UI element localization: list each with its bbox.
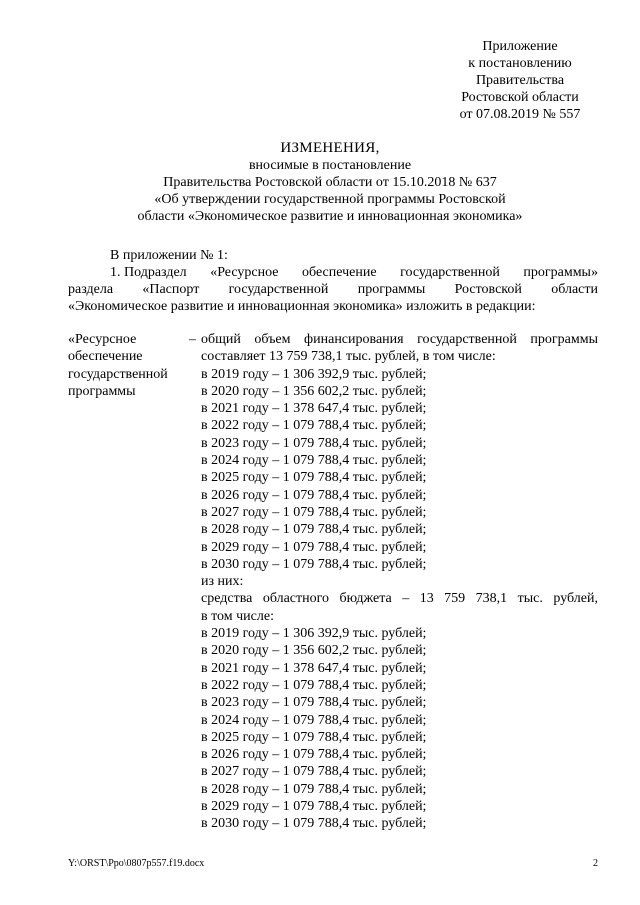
subtitle-line: Правительства Ростовской области от 15.10.2018 № 637 (163, 175, 497, 190)
paragraph-word: государственной (228, 282, 329, 297)
funding-line: в 2030 году – 1 079 788,4 тыс. рублей; (201, 816, 427, 832)
intro-paragraph-line-3: «Экономическое развитие и инновационная экономика» изложить в редакции: (68, 299, 536, 314)
funding-line: в 2027 году – 1 079 788,4 тыс. рублей; (201, 764, 427, 780)
paragraph-word: обеспечение (302, 265, 377, 280)
funding-line: в 2024 году – 1 079 788,4 тыс. рублей; (201, 712, 427, 728)
funding-line: в 2021 году – 1 378 647,4 тыс. рублей; (201, 401, 427, 417)
funding-line: в 2028 году – 1 079 788,4 тыс. рублей; (201, 781, 427, 797)
label-line: обеспечение (68, 349, 143, 365)
funding-line: общий объем финансирования государственной программы (201, 332, 598, 347)
funding-line: в 2030 году – 1 079 788,4 тыс. рублей; (201, 556, 427, 572)
funding-line: в 2026 году – 1 079 788,4 тыс. рублей; (201, 747, 427, 763)
subtitle-line: области «Экономическое развитие и инновационная экономика» (137, 209, 523, 224)
funding-line: в 2023 году – 1 079 788,4 тыс. рублей; (201, 435, 427, 451)
intro-appendix-line: В приложении № 1: (110, 248, 228, 263)
appendix-line: Приложение (482, 39, 558, 54)
funding-details (201, 331, 598, 833)
funding-line: в 2028 году – 1 079 788,4 тыс. рублей; (201, 522, 427, 538)
paragraph-word: Ростовской (454, 282, 522, 297)
label-line: государственной (68, 366, 168, 382)
funding-line: в 2021 году – 1 378 647,4 тыс. рублей; (201, 660, 427, 676)
resource-provision-label (68, 331, 186, 400)
intro-paragraph-line-2 (68, 281, 598, 298)
appendix-stamp (420, 38, 620, 123)
changes-title-block (60, 140, 600, 225)
funding-line: в 2024 году – 1 079 788,4 тыс. рублей; (201, 453, 427, 469)
funding-line: в 2025 году – 1 079 788,4 тыс. рублей; (201, 729, 427, 745)
label-line: программы (68, 383, 136, 399)
funding-line: в 2022 году – 1 079 788,4 тыс. рублей; (201, 418, 427, 434)
intro-section (68, 247, 598, 315)
subtitle-line: «Об утверждении государственной программы Ростовской (154, 192, 506, 207)
appendix-line: от 07.08.2019 № 557 (459, 107, 581, 122)
funding-line: средства областного бюджета – 13 759 738,1 тыс. рублей, (201, 591, 598, 607)
changes-heading: ИЗМЕНЕНИЯ, (280, 140, 380, 156)
page-number: 2 (593, 858, 598, 869)
funding-line: в 2020 году – 1 356 602,2 тыс. рублей; (201, 383, 427, 399)
funding-line: из них: (201, 574, 244, 590)
funding-line: в 2019 году – 1 306 392,9 тыс. рублей; (201, 366, 427, 382)
funding-line: в 2027 году – 1 079 788,4 тыс. рублей; (201, 504, 427, 520)
appendix-line: Правительства (475, 73, 565, 88)
funding-line: в 2023 году – 1 079 788,4 тыс. рублей; (201, 695, 427, 711)
funding-line: в 2025 году – 1 079 788,4 тыс. рублей; (201, 470, 427, 486)
paragraph-word: государственной (400, 265, 500, 280)
funding-line: в 2020 году – 1 356 602,2 тыс. рублей; (201, 643, 427, 659)
funding-line: составляет 13 759 738,1 тыс. рублей, в том числе: (201, 349, 496, 365)
paragraph-word: 1. Подраздел (110, 265, 187, 280)
paragraph-word: «Ресурсное (210, 265, 279, 280)
paragraph-word: области (551, 282, 598, 297)
appendix-line: к постановлению (468, 56, 572, 71)
intro-paragraph-line-1 (68, 264, 598, 281)
appendix-line: Ростовской области (461, 90, 579, 105)
subtitle-line: вносимые в постановление (248, 158, 412, 173)
paragraph-word: программы (357, 282, 426, 297)
paragraph-word: программы» (523, 265, 598, 280)
file-path: Y:\ORST\Ppo\0807p557.f19.docx (68, 858, 205, 869)
funding-line: в 2022 году – 1 079 788,4 тыс. рублей; (201, 677, 427, 693)
changes-subtitle (60, 157, 600, 225)
funding-line: в 2029 году – 1 079 788,4 тыс. рублей; (201, 539, 427, 555)
label-dash: – (189, 332, 196, 347)
funding-line: в 2029 году – 1 079 788,4 тыс. рублей; (201, 799, 427, 815)
paragraph-word: раздела (68, 282, 114, 297)
funding-line: в том числе: (201, 608, 274, 624)
label-line: «Ресурсное (68, 332, 137, 347)
funding-line: в 2026 году – 1 079 788,4 тыс. рублей; (201, 487, 427, 503)
funding-line: в 2019 году – 1 306 392,9 тыс. рублей; (201, 626, 427, 642)
paragraph-word: «Паспорт (142, 282, 200, 297)
